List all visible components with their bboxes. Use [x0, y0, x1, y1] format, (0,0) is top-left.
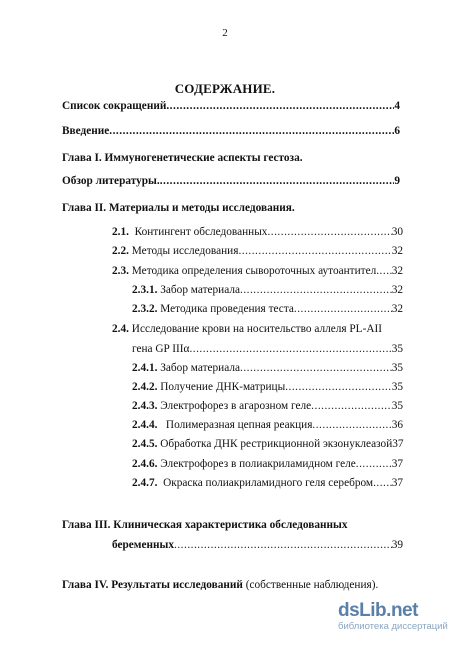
toc-entry-2-2[interactable]: 2.2. Методы исследования ..... 32 — [112, 244, 403, 258]
page-number: 2 — [222, 27, 228, 39]
toc-chapter-1[interactable]: Глава I. Иммуногенетические аспекты гестоза. — [62, 152, 303, 164]
leader-dots — [238, 244, 391, 258]
toc-entry-2-4-cont[interactable]: гена GP IIIα ..... 35 — [132, 342, 403, 356]
leader-dots — [356, 457, 392, 471]
toc-entry-2-3-1[interactable]: 2.3.1. Забор материала ..... 32 — [132, 283, 403, 297]
leader-dots — [166, 99, 394, 113]
toc-chapter-3-cont[interactable]: беременных ..... 39 — [112, 538, 403, 552]
toc-entry-2-4-1[interactable]: 2.4.1. Забор материала ..... 35 — [132, 361, 403, 375]
watermark-subtitle: библиотека диссертаций — [338, 621, 448, 632]
toc-entry-2-1[interactable]: 2.1. Контингент обследованных ..... 30 — [112, 225, 403, 239]
leader-dots — [312, 418, 391, 432]
toc-chapter-4[interactable]: Глава IV. Результаты исследований (собственные наблюдения). — [62, 579, 379, 591]
leader-dots — [160, 174, 395, 188]
toc-chapter-2[interactable]: Глава II. Материалы и методы исследования. — [62, 202, 295, 214]
leader-dots — [240, 361, 392, 375]
watermark — [338, 601, 448, 633]
toc-entry-2-3[interactable]: 2.3. Методика определения сывороточных аутоантител ..... 32 — [112, 264, 403, 278]
toc-entry-literature[interactable]: Обзор литературы. ..... 9 — [62, 174, 400, 188]
toc-entry-2-4-4[interactable]: 2.4.4. Полимеразная цепная реакция ..... 36 — [132, 418, 403, 432]
toc-entry-2-4-5[interactable]: 2.4.5. Обработка ДНК рестрикционной экзонуклеазой 37 — [132, 438, 404, 450]
toc-entry-2-3-2[interactable]: 2.3.2. Методика проведения теста ..... 32 — [132, 302, 403, 316]
leader-dots — [109, 124, 394, 138]
leader-dots — [376, 264, 391, 278]
leader-dots — [311, 399, 392, 413]
toc-chapter-3[interactable]: Глава III. Клиническая характеристика обследованных — [62, 519, 348, 531]
leader-dots — [240, 283, 392, 297]
toc-entry-2-4-2[interactable]: 2.4.2. Получение ДНК-матрицы ..... 35 — [132, 380, 403, 394]
toc-title: СОДЕРЖАНИЕ. — [174, 81, 276, 96]
toc-entry-abbrev[interactable]: Список сокращений ..... 4 — [62, 99, 400, 113]
leader-dots — [373, 476, 392, 490]
watermark-logo: dsLib.net — [338, 600, 418, 621]
toc-entry-intro[interactable]: Введение ..... 6 — [62, 124, 400, 138]
leader-dots — [174, 538, 392, 552]
leader-dots — [189, 342, 391, 356]
toc-entry-2-4-3[interactable]: 2.4.3. Электрофорез в агарозном геле ..... 35 — [132, 399, 403, 413]
leader-dots — [285, 380, 392, 394]
leader-dots — [294, 302, 392, 316]
toc-entry-2-4-7[interactable]: 2.4.7. Окраска полиакриламидного геля серебром ..... 37 — [132, 476, 403, 490]
leader-dots — [267, 225, 391, 239]
toc-entry-2-4-6[interactable]: 2.4.6. Электрофорез в полиакриламидном геле ..... 37 — [132, 457, 403, 471]
toc-entry-2-4[interactable]: 2.4. Исследование крови на носительство аллеля PL-AII — [112, 323, 383, 335]
